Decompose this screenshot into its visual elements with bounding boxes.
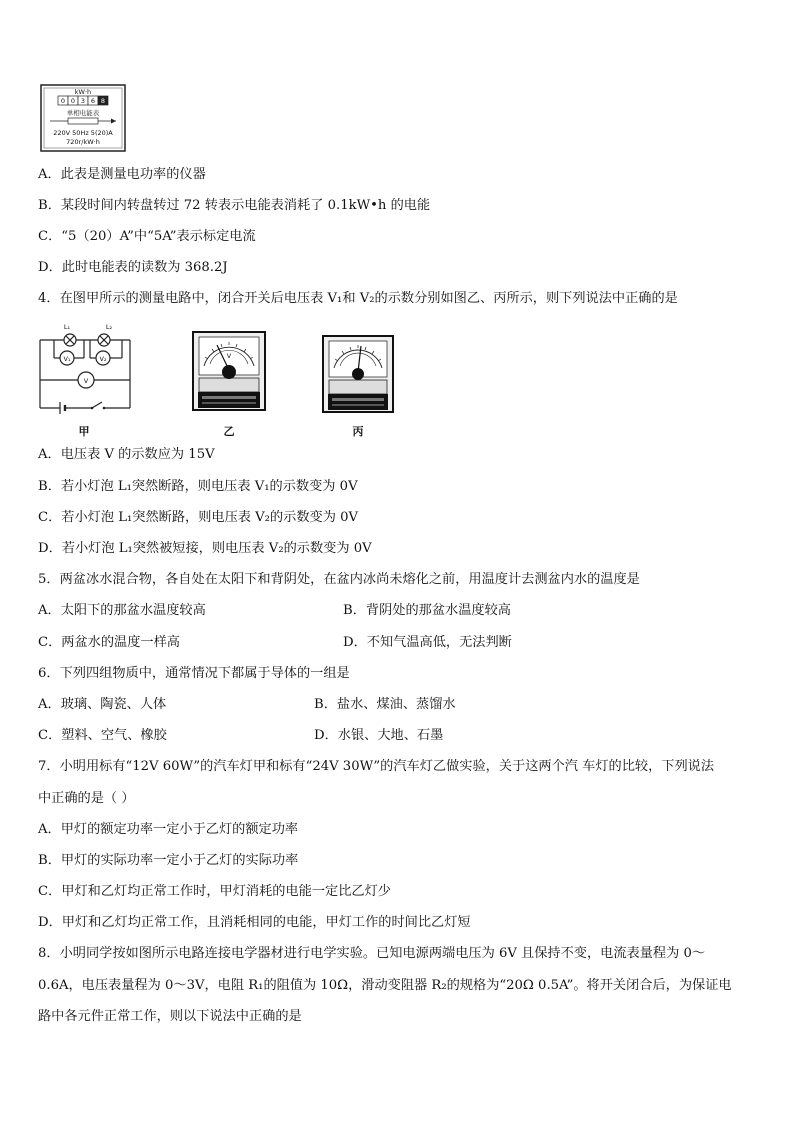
q6-option-c: C．塑料、空气、橡胶: [38, 728, 167, 743]
q3-option-c: C．“5（20）A”中“5A”表示标定电流: [38, 229, 256, 244]
q3-option-d: D．此时电能表的读数为 368.2J: [38, 260, 228, 275]
q3-option-a: A．此表是测量电功率的仪器: [38, 167, 206, 182]
voltmeter-yi: [190, 330, 272, 440]
q5-option-c: C．两盆水的温度一样高: [38, 635, 180, 650]
meter-unit: kW·h: [74, 88, 92, 96]
meter-rate: 720r/kW·h: [66, 138, 100, 146]
caption-bing: 丙: [352, 425, 364, 438]
meter-digit: 3: [80, 97, 86, 105]
q3-option-b: B．某段时间内转盘转过 72 转表示电能表消耗了 0.1kW•h 的电能: [38, 198, 431, 213]
q5-option-d: D．不知气温高低，无法判断: [343, 635, 512, 650]
label-v2: V₂: [99, 355, 107, 363]
q6-stem: 6．下列四组物质中，通常情况下都属于导体的一组是: [38, 666, 350, 681]
q8-stem-line1: 8．小明同学按如图所示电路连接电学器材进行电学实验。已知电源两端电压为 6V 且保持不变，电流表量程为 0～: [38, 946, 706, 961]
q6-option-a: A．玻璃、陶瓷、人体: [38, 697, 167, 712]
dial-unit: V: [226, 352, 232, 360]
meter-digit: 0: [60, 97, 66, 105]
caption-jia: 甲: [78, 425, 90, 438]
circuit-diagram-jia: [36, 318, 136, 440]
q7-option-a: A．甲灯的额定功率一定小于乙灯的额定功率: [38, 822, 299, 837]
q4-option-b: B．若小灯泡 L₁突然断路，则电压表 V₁的示数变为 0V: [38, 479, 358, 494]
label-v: V: [83, 377, 89, 385]
label-v1: V₁: [63, 355, 71, 363]
meter-digit: 0: [70, 97, 76, 105]
meter-digits: [58, 96, 108, 105]
q5-stem: 5．两盆冰水混合物，各自处在太阳下和背阴处，在盆内冰尚未熔化之前，用温度计去测盆内水的温度是: [38, 572, 640, 587]
q5-option-a: A．太阳下的那盆水温度较高: [38, 603, 206, 618]
q4-option-d: D．若小灯泡 L₁突然被短接，则电压表 V₂的示数变为 0V: [38, 541, 372, 556]
label-l2: L₂: [105, 323, 113, 331]
q8-stem-line3: 路中各元件正常工作，则以下说法中正确的是: [38, 1009, 302, 1024]
q7-option-d: D．甲灯和乙灯均正常工作，且消耗相同的电能，甲灯工作的时间比乙灯短: [38, 915, 471, 930]
meter-spec: 220V 50Hz 5(20)A: [53, 129, 113, 137]
q5-option-b: B．背阴处的那盆水温度较高: [343, 603, 511, 618]
voltmeter-bing: [320, 334, 400, 440]
meter-digit: 6: [90, 97, 96, 105]
q6-option-b: B．盐水、煤油、蒸馏水: [314, 697, 456, 712]
q7-option-c: C．甲灯和乙灯均正常工作时，甲灯消耗的电能一定比乙灯少: [38, 884, 391, 899]
q4-option-c: C．若小灯泡 L₁突然断路，则电压表 V₂的示数变为 0V: [38, 510, 358, 525]
caption-yi: 乙: [223, 425, 235, 438]
q6-option-d: D．水银、大地、石墨: [314, 728, 444, 743]
q4-stem: 4．在图甲所示的测量电路中，闭合开关后电压表 V₁和 V₂的示数分别如图乙、丙所示，则下列说法中正确的是: [38, 291, 678, 306]
q4-option-a: A．电压表 V 的示数应为 15V: [38, 447, 215, 462]
meter-name: 单相电能表: [66, 109, 100, 117]
q7-stem-line2: 中正确的是（ ）: [38, 791, 135, 806]
label-l1: L₁: [63, 323, 71, 331]
energy-meter-figure: [40, 84, 126, 152]
q7-option-b: B．甲灯的实际功率一定小于乙灯的实际功率: [38, 853, 299, 868]
meter-digit: 8: [100, 97, 106, 105]
q8-stem-line2: 0.6A，电压表量程为 0～3V，电阻 R₁的阻值为 10Ω，滑动变阻器 R₂的规格为“20Ω 0.5A”。将开关闭合后，为保证电: [38, 978, 732, 993]
q7-stem-line1: 7．小明用标有“12V 60W”的汽车灯甲和标有“24V 30W”的汽车灯乙做实验，关于这两个汽 车灯的比较，下列说法: [38, 759, 715, 774]
